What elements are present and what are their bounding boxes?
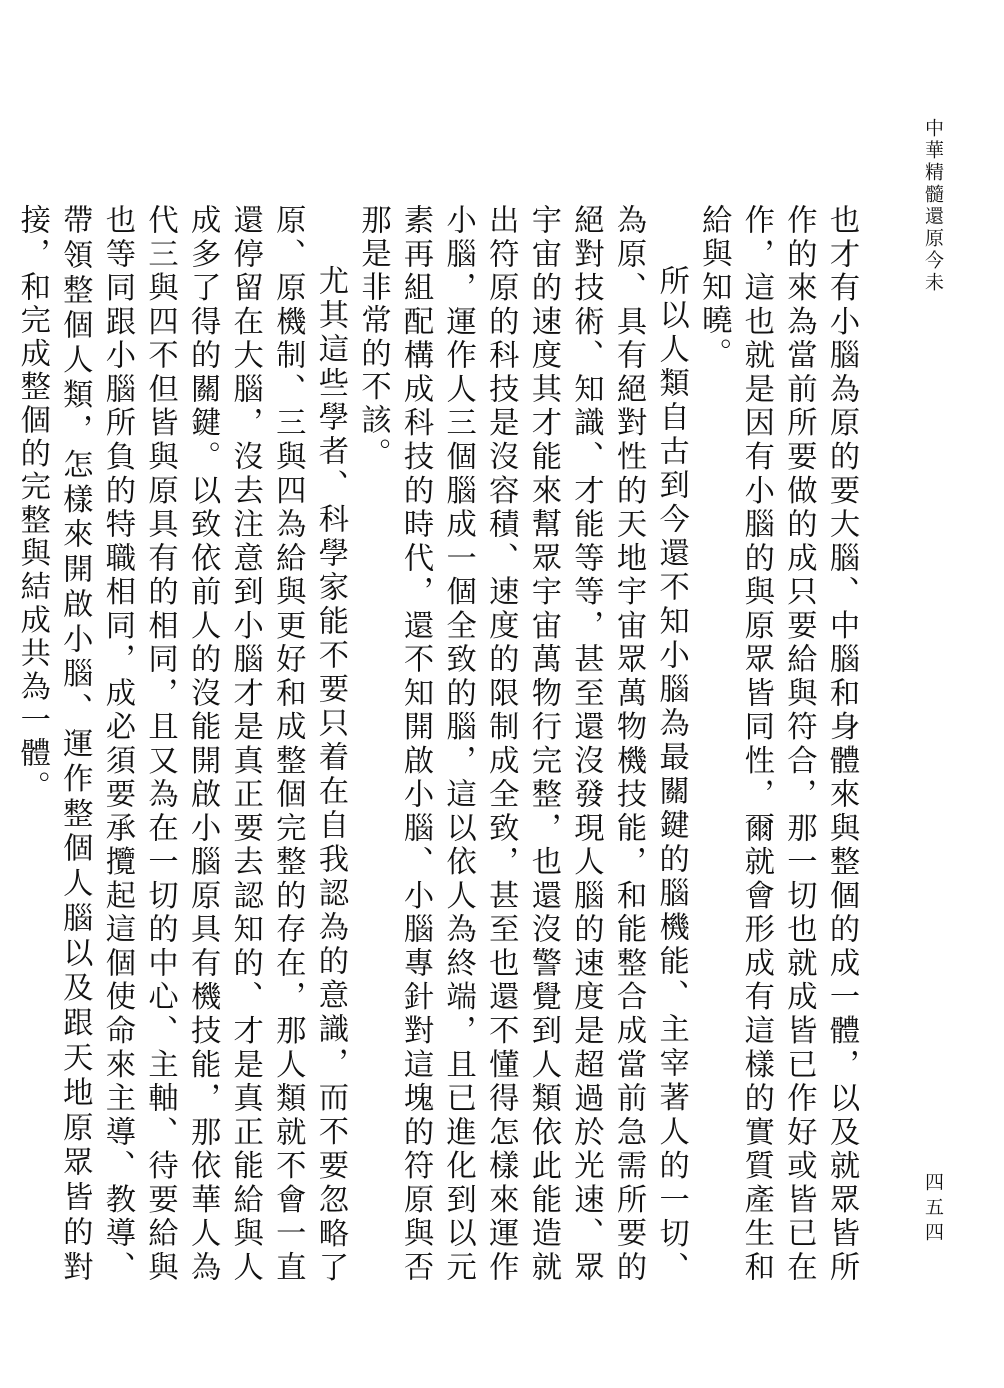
body-text: [14, 204, 862, 1284]
running-title: 中華精髓還原今未: [922, 118, 944, 294]
page-number: 四五四: [922, 1172, 944, 1247]
paragraph-1: 也才有小腦為原的要大腦、中腦和身體來與整個的成一體，以及就眾皆所作的來為當前所要做的成只要給與符合，那一切也就成皆已作好或皆已在作，這也就是因有小腦的與原眾皆同性，爾就會形成有這樣的實質產生和給與知曉。: [696, 204, 859, 1284]
paragraph-3: 尤其這些學者、科學家能不要只着在自我認為的意識，而不要忽略了原、原機制、三與四為給與更好和成整個完整的存在，那人類就不會一直還停留在大腦，沒去注意到小腦才是真正要去認知的、才是真正能給與人成多了得的關鍵。以致依前人的沒能開啟小腦原具有機技能，那依華人為代三與四不但皆與原具有的相同，且又為在一切的中心、主軸、待要給與也等同跟小腦所負的特職相同，成必須要承攬起這個使命來主導、教導、帶領整個人類，怎樣來開啟小腦、運作整個人腦以及跟天地原眾皆的對接，和完成整個的完整與結成共為一體。: [14, 204, 348, 1284]
paragraph-2: 所以人類自古到今還不知小腦為最關鍵的腦機能、主宰著人的一切、為原、具有絕對性的天地宇宙眾萬物機技能，和能整合成當前急需所要的絕對技術、知識、才能等等，甚至還沒發現人腦的速度是超過於光速、眾宇宙的速度其才能來幫眾宇宙萬物行完整，也還沒警覺到人類依此能造就出符原的科技是沒容積、速度的限制成全致，甚至也還不懂得怎樣來運作小腦，運作人三個腦成一個全致的腦，這以依人為終端，且已進化到以元素再組配構成科技的時代，還不知開啟小腦、小腦專針對這塊的符原與否那是非常的不該。: [355, 204, 689, 1284]
